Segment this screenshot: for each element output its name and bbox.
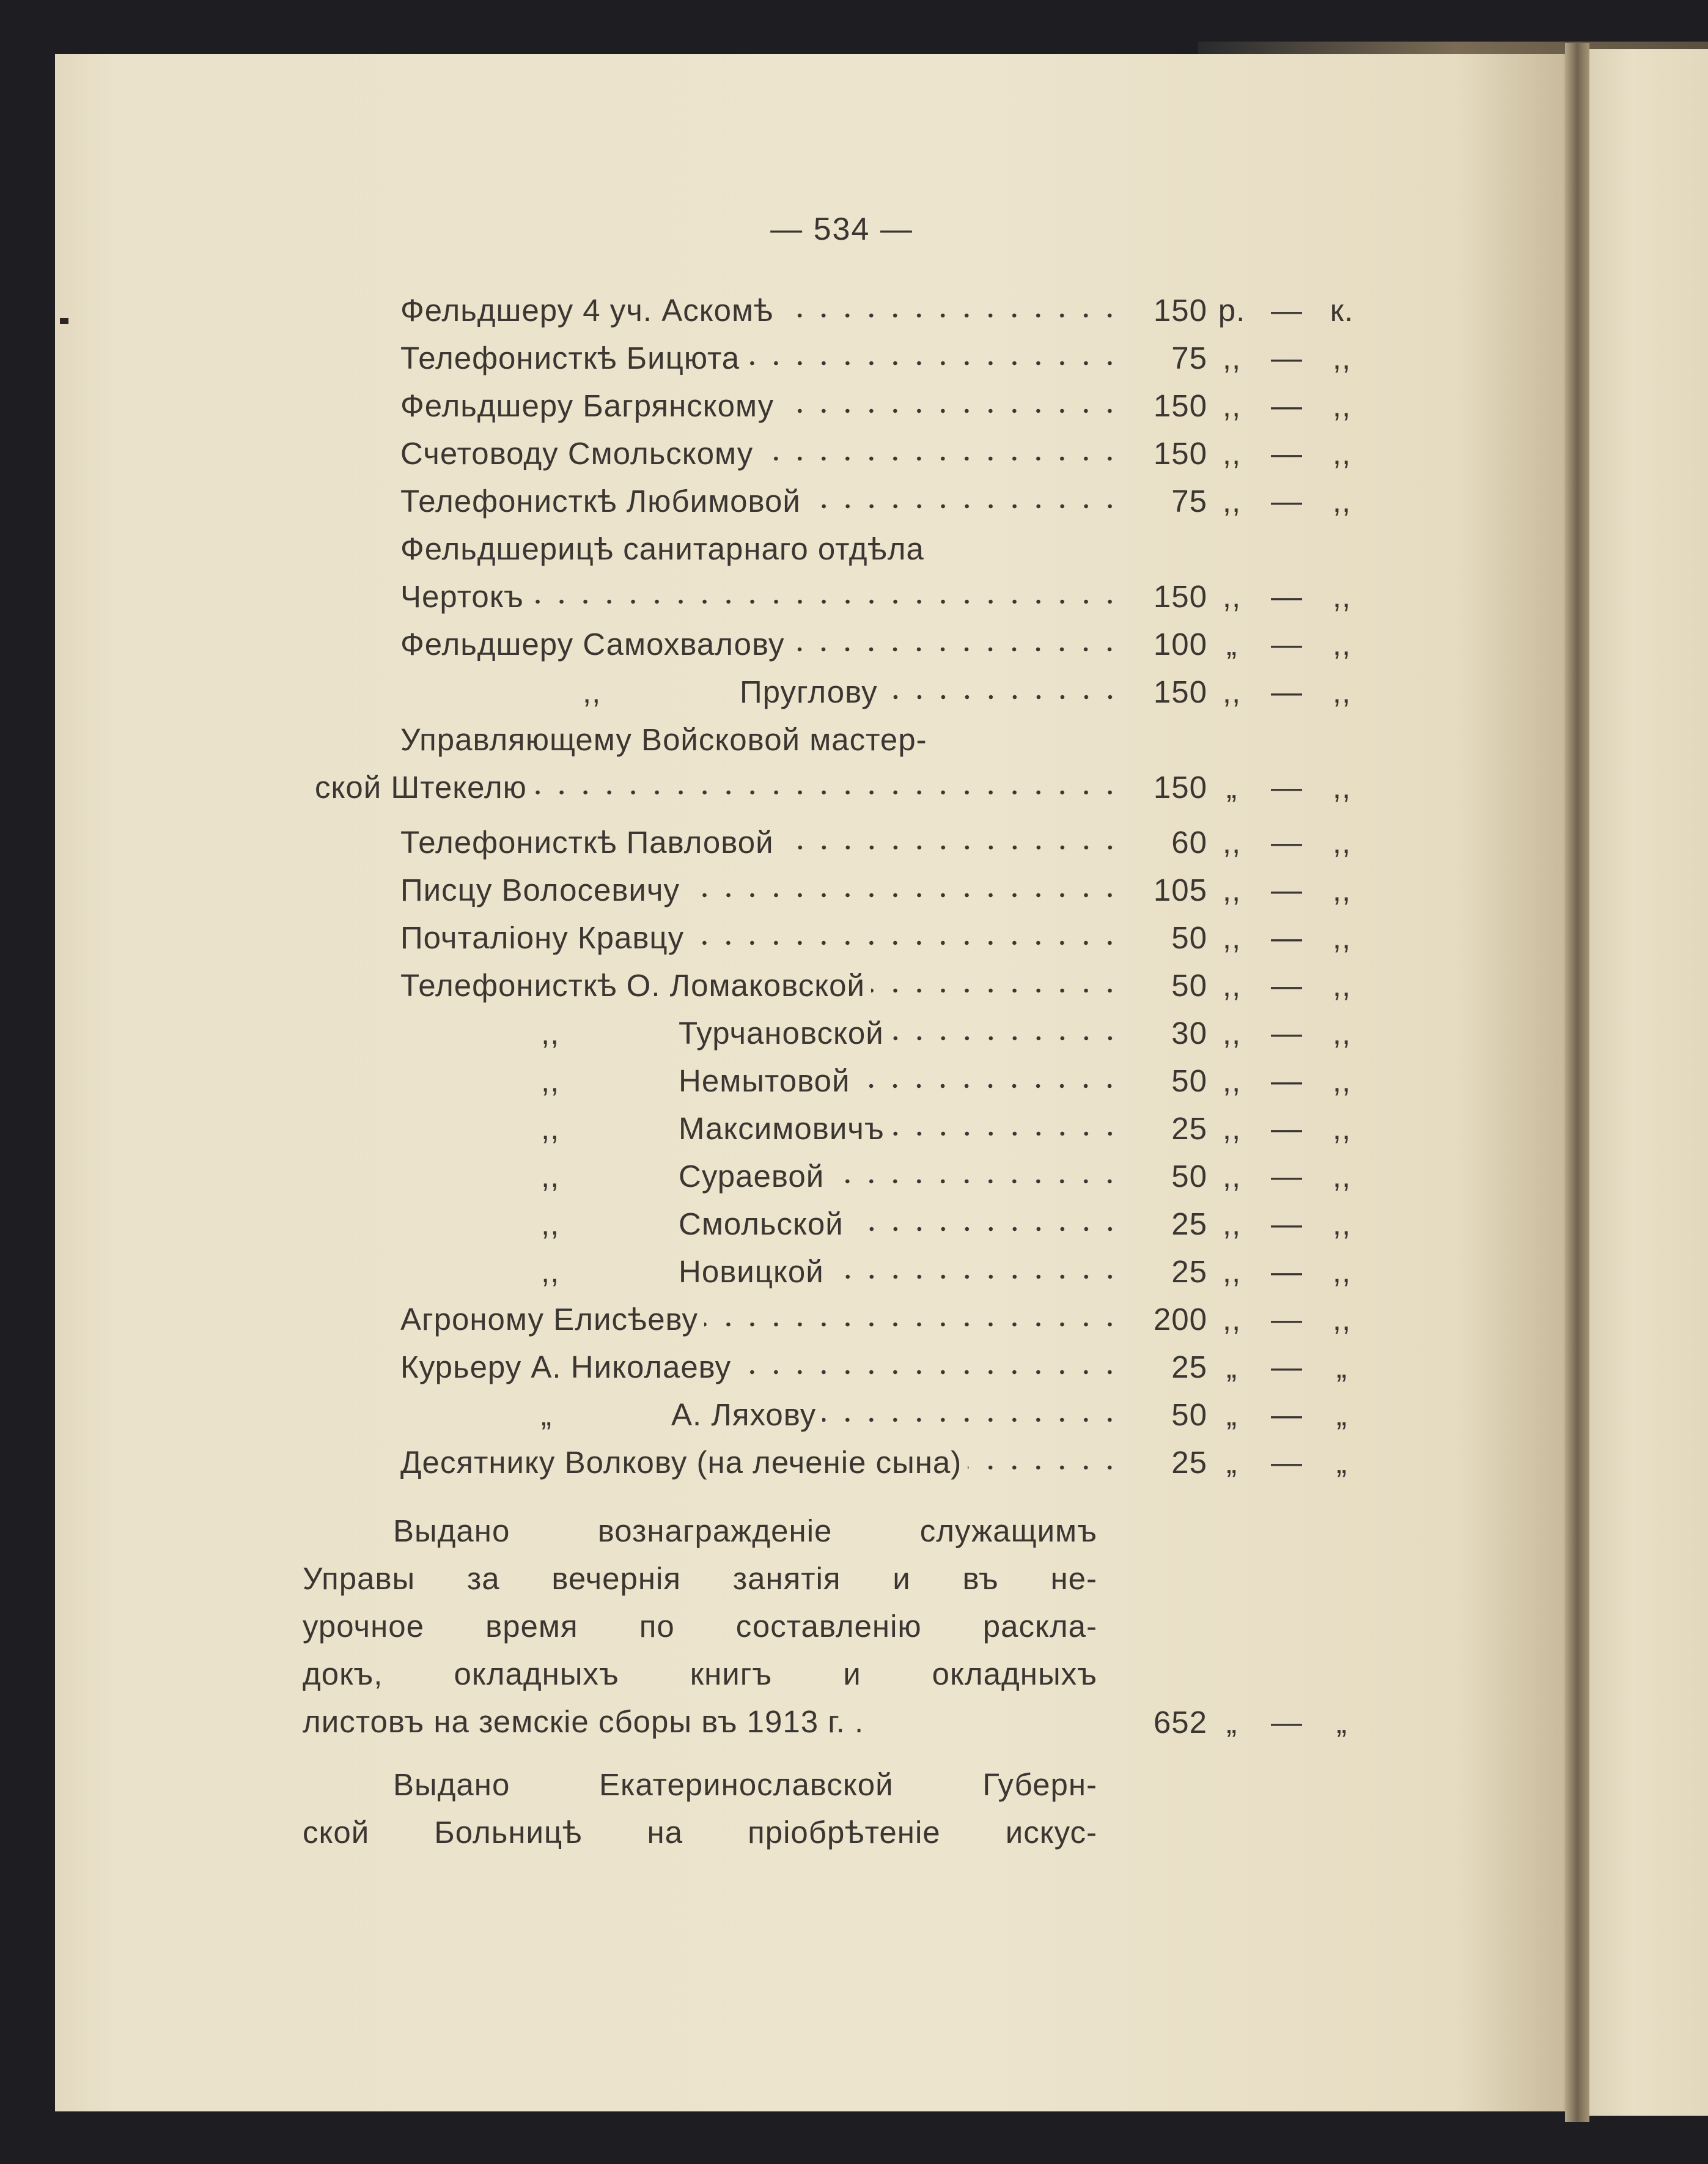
- kopeks: —: [1271, 1444, 1303, 1480]
- amount: 50: [1171, 1158, 1207, 1194]
- row-label: [315, 824, 1128, 860]
- unit-kop: ,,: [1332, 1301, 1352, 1337]
- payment-list: [315, 286, 1379, 1486]
- paragraph-line: ской Больницѣ на пріобрѣтеніе искус-: [303, 1815, 1097, 1850]
- amount: 25: [1171, 1444, 1207, 1480]
- dot-leader: [533, 789, 1122, 796]
- kopeks: —: [1271, 1301, 1303, 1337]
- unit-rub: ,,: [1222, 967, 1242, 1003]
- unit-rub: ,,: [1222, 920, 1242, 955]
- unit-kop: ,,: [1332, 626, 1352, 662]
- dot-leader: [850, 1226, 1122, 1232]
- row-label: [315, 1349, 1128, 1385]
- ditto-mark: ,,: [541, 1206, 560, 1241]
- payee-name: Телефонисткѣ О. Ломаковской: [400, 967, 865, 1003]
- unit-rub: ,,: [1222, 1158, 1242, 1194]
- table-row: [315, 1390, 1379, 1438]
- table-row: [315, 818, 1379, 866]
- table-row: [315, 525, 1379, 572]
- unit-kop: ,,: [1332, 340, 1352, 375]
- row-label: [315, 340, 1128, 376]
- unit-rub: „: [1226, 769, 1237, 805]
- unit-rub: ,,: [1222, 824, 1242, 860]
- payee-name: Новицкой: [679, 1254, 824, 1289]
- unit-rub: „: [1226, 626, 1237, 662]
- kopeks: —: [1271, 824, 1303, 860]
- payee-name: Счетоводу Смольскому: [400, 435, 754, 471]
- unit-kop: ,,: [1332, 920, 1352, 955]
- payee-name: Максимовичъ: [679, 1110, 885, 1146]
- unit-rub: „: [1226, 1444, 1237, 1480]
- kopeks: —: [1271, 1349, 1303, 1384]
- kopeks: —: [1271, 1206, 1303, 1241]
- unit-kop: ,,: [1332, 1063, 1352, 1098]
- payee-name: Десятнику Волкову (на леченіе сына): [400, 1444, 962, 1480]
- unit-kop: ,,: [1332, 435, 1352, 471]
- payee-name: Курьеру А. Николаеву: [400, 1349, 732, 1384]
- payee-name: Почталіону Кравцу: [400, 920, 685, 955]
- row-label: [315, 967, 1128, 1003]
- payee-name: Сураевой: [679, 1158, 825, 1194]
- facing-page: [1583, 49, 1708, 2116]
- unit-rub: ,,: [1222, 1110, 1242, 1146]
- kopeks: —: [1271, 1254, 1303, 1289]
- row-label: [315, 435, 1128, 471]
- row-label: [315, 388, 1128, 424]
- unit-rub: ,,: [1222, 1206, 1242, 1241]
- amount: 150: [1153, 769, 1207, 805]
- table-row: [315, 1057, 1379, 1104]
- amount: 75: [1171, 483, 1207, 519]
- table-row: [315, 382, 1379, 429]
- row-label: [315, 1397, 1128, 1433]
- paragraph-line: урочное время по составленію раскла-: [303, 1609, 1097, 1644]
- row-label: [315, 531, 1128, 567]
- unit-kop: ,,: [1332, 1158, 1352, 1194]
- unit-rub: „: [1226, 1704, 1237, 1740]
- payee-name: Немытовой: [679, 1063, 850, 1098]
- paragraph-line: докъ, окладныхъ книгъ и окладныхъ: [303, 1656, 1097, 1691]
- table-row: [315, 1438, 1379, 1486]
- kopeks: —: [1271, 674, 1303, 709]
- table-row: [315, 866, 1379, 914]
- row-label: [315, 292, 1128, 328]
- amount: 50: [1171, 920, 1207, 955]
- unit-kop: ,,: [1332, 1110, 1352, 1146]
- dot-leader: [780, 408, 1122, 414]
- table-row: [315, 429, 1379, 477]
- amount: 25: [1171, 1254, 1207, 1289]
- dot-leader: [790, 646, 1122, 652]
- table-row: [315, 1009, 1379, 1057]
- kopeks: —: [1271, 483, 1303, 519]
- payee-name: Пруглову: [740, 674, 878, 709]
- row-label: [315, 578, 1128, 615]
- payee-name: Смольской: [679, 1206, 844, 1241]
- kopeks: —: [1271, 626, 1303, 662]
- dot-leader: [884, 694, 1122, 700]
- ditto-mark: ,,: [541, 1015, 560, 1051]
- amount: 50: [1171, 1063, 1207, 1098]
- unit-kop: „: [1336, 1704, 1347, 1740]
- unit-kop: „: [1336, 1397, 1347, 1432]
- payee-name: А. Ляхову: [671, 1397, 817, 1432]
- payee-name: Телефонисткѣ Любимовой: [400, 483, 801, 519]
- unit-kop: ,,: [1332, 578, 1352, 614]
- row-label: [315, 1110, 1128, 1147]
- amount: 150: [1153, 435, 1207, 471]
- dot-leader: [737, 1369, 1122, 1375]
- unit-rub: „: [1226, 1397, 1237, 1432]
- unit-rub: „: [1226, 1349, 1237, 1384]
- page-number-text: — 534 —: [770, 212, 913, 247]
- unit-rub: ,,: [1222, 435, 1242, 471]
- kopeks: —: [1271, 578, 1303, 614]
- payee-name: Фельдшеру Багрянскому: [400, 388, 775, 423]
- unit-kop: ,,: [1332, 1015, 1352, 1051]
- dot-leader: [856, 1083, 1122, 1089]
- unit-kop: ,,: [1332, 769, 1352, 805]
- row-label: [315, 1015, 1128, 1051]
- unit-rub: ,,: [1222, 483, 1242, 519]
- ditto-mark: ,,: [541, 1254, 560, 1289]
- table-row: [315, 572, 1379, 620]
- page-number: [0, 211, 1708, 248]
- dot-leader: [830, 1178, 1122, 1184]
- ditto-mark: ,,: [541, 1063, 560, 1098]
- table-row: [315, 668, 1379, 715]
- ditto-mark: ,,: [541, 1158, 560, 1194]
- dot-leader: [530, 599, 1122, 605]
- unit-rub: ,,: [1222, 1254, 1242, 1289]
- margin-mark: [60, 318, 68, 324]
- unit-rub: ,,: [1222, 578, 1242, 614]
- payee-name: Телефонисткѣ Павловой: [400, 824, 774, 860]
- dot-leader: [968, 1464, 1122, 1471]
- amount: 25: [1171, 1110, 1207, 1146]
- unit-kop: „: [1336, 1349, 1347, 1384]
- table-row: [315, 286, 1379, 334]
- table-row: [315, 715, 1379, 763]
- table-row: [315, 1104, 1379, 1152]
- row-label: [315, 1063, 1128, 1099]
- amount: 150: [1153, 578, 1207, 614]
- payee-name: ской Штекелю: [315, 769, 527, 805]
- amount: 50: [1171, 967, 1207, 1003]
- table-row: [315, 620, 1379, 668]
- unit-rub: ,,: [1222, 1015, 1242, 1051]
- unit-rub: ,,: [1222, 388, 1242, 423]
- row-label: [315, 1254, 1128, 1290]
- payee-name: Агроному Елисѣеву: [400, 1301, 699, 1337]
- unit-kop: ,,: [1332, 674, 1352, 709]
- dot-leader: [759, 456, 1122, 462]
- row-label: [315, 722, 1128, 758]
- paragraph-line: Выдано Екатеринославской Губерн-: [393, 1767, 1097, 1802]
- unit-rub: р.: [1218, 292, 1246, 328]
- dot-leader: [871, 988, 1122, 994]
- unit-kop: ,,: [1332, 967, 1352, 1003]
- payee-name: Телефонисткѣ Бицюта: [400, 340, 740, 375]
- table-row: [315, 1200, 1379, 1247]
- amount: 200: [1153, 1301, 1207, 1337]
- amount: 150: [1153, 388, 1207, 423]
- unit-rub: ,,: [1222, 674, 1242, 709]
- amount: 30: [1171, 1015, 1207, 1051]
- dot-leader: [807, 503, 1122, 509]
- table-row: [315, 334, 1379, 382]
- kopeks: —: [1271, 340, 1303, 375]
- amount: 75: [1171, 340, 1207, 375]
- amount: 50: [1171, 1397, 1207, 1432]
- dot-leader: [779, 312, 1122, 319]
- amount: 150: [1153, 292, 1207, 328]
- payee-name: Чертокъ: [400, 578, 524, 614]
- amount: 25: [1171, 1206, 1207, 1241]
- amount: 150: [1153, 674, 1207, 709]
- kopeks: —: [1271, 388, 1303, 423]
- payee-name: Управляющему Войсковой мастер-: [400, 722, 927, 757]
- row-label: [315, 1444, 1128, 1480]
- unit-kop: ,,: [1332, 824, 1352, 860]
- table-row: [315, 961, 1379, 1009]
- unit-rub: ,,: [1222, 1063, 1242, 1098]
- row-label: [315, 626, 1128, 662]
- amount: 100: [1153, 626, 1207, 662]
- dot-leader: [830, 1274, 1122, 1280]
- kopeks: —: [1271, 920, 1303, 955]
- table-row: [315, 763, 1379, 811]
- ditto-mark: ,,: [541, 1110, 560, 1146]
- kopeks: —: [1271, 769, 1303, 805]
- kopeks: —: [1271, 1063, 1303, 1098]
- payee-name: Турчановской: [679, 1015, 884, 1051]
- unit-rub: ,,: [1222, 340, 1242, 375]
- payee-name: Фельдшеру Самохвалову: [400, 626, 785, 662]
- payee-name: Фельдшерицѣ санитарнаго отдѣла: [400, 531, 924, 566]
- row-label: [315, 483, 1128, 519]
- paragraph-line: Выдано вознагражденіе служащимъ: [393, 1513, 1097, 1548]
- ditto-mark: „: [541, 1397, 552, 1432]
- unit-kop: ,,: [1332, 388, 1352, 423]
- row-label: [315, 1206, 1128, 1242]
- kopeks: —: [1271, 435, 1303, 471]
- amount: 60: [1171, 824, 1207, 860]
- table-row: [315, 477, 1379, 525]
- table-row: [315, 1343, 1379, 1390]
- kopeks: —: [1271, 1158, 1303, 1194]
- row-label: [315, 872, 1128, 908]
- kopeks: —: [1271, 967, 1303, 1003]
- paragraph-line: листовъ на земскіе сборы въ 1913 г. .: [303, 1704, 864, 1739]
- payee-name: Писцу Волосевичу: [400, 872, 680, 907]
- amount: 105: [1153, 872, 1207, 907]
- ditto-mark: ,,: [583, 674, 602, 709]
- paragraph-reward: [303, 1507, 1097, 1746]
- row-label: [315, 920, 1128, 956]
- unit-kop: к.: [1330, 292, 1354, 328]
- payee-name: Фельдшеру 4 уч. Аскомѣ: [400, 292, 774, 328]
- unit-kop: ,,: [1332, 483, 1352, 519]
- amount: 652: [1153, 1704, 1207, 1740]
- unit-kop: ,,: [1332, 1254, 1352, 1289]
- unit-kop: „: [1336, 1444, 1347, 1480]
- dot-leader: [690, 940, 1122, 946]
- unit-kop: ,,: [1332, 872, 1352, 907]
- dot-leader: [891, 1131, 1122, 1137]
- kopeks: —: [1271, 1110, 1303, 1146]
- table-row: [315, 1152, 1379, 1200]
- row-label: [315, 1158, 1128, 1194]
- table-row: [315, 1295, 1379, 1343]
- dot-leader: [746, 360, 1122, 366]
- table-row: [315, 1247, 1379, 1295]
- kopeks: —: [1271, 1397, 1303, 1432]
- dot-leader: [780, 844, 1122, 851]
- dot-leader: [686, 892, 1122, 898]
- row-label: [315, 1301, 1128, 1337]
- row-label: [315, 769, 1128, 805]
- table-row: [315, 914, 1379, 961]
- unit-kop: ,,: [1332, 1206, 1352, 1241]
- row-label: [315, 674, 1128, 710]
- kopeks: —: [1271, 1704, 1303, 1740]
- unit-rub: ,,: [1222, 1301, 1242, 1337]
- dot-leader: [704, 1321, 1122, 1328]
- book-spine: [1565, 43, 1589, 2122]
- dot-leader: [890, 1035, 1122, 1041]
- kopeks: —: [1271, 872, 1303, 907]
- paragraph-reward-amount: [1128, 1698, 1366, 1746]
- paragraph-hospital: [303, 1761, 1097, 1856]
- dot-leader: [822, 1417, 1122, 1423]
- unit-rub: ,,: [1222, 872, 1242, 907]
- kopeks: —: [1271, 1015, 1303, 1051]
- paragraph-line: Управы за вечернія занятія и въ не-: [303, 1561, 1097, 1596]
- amount: 25: [1171, 1349, 1207, 1384]
- kopeks: —: [1271, 292, 1303, 328]
